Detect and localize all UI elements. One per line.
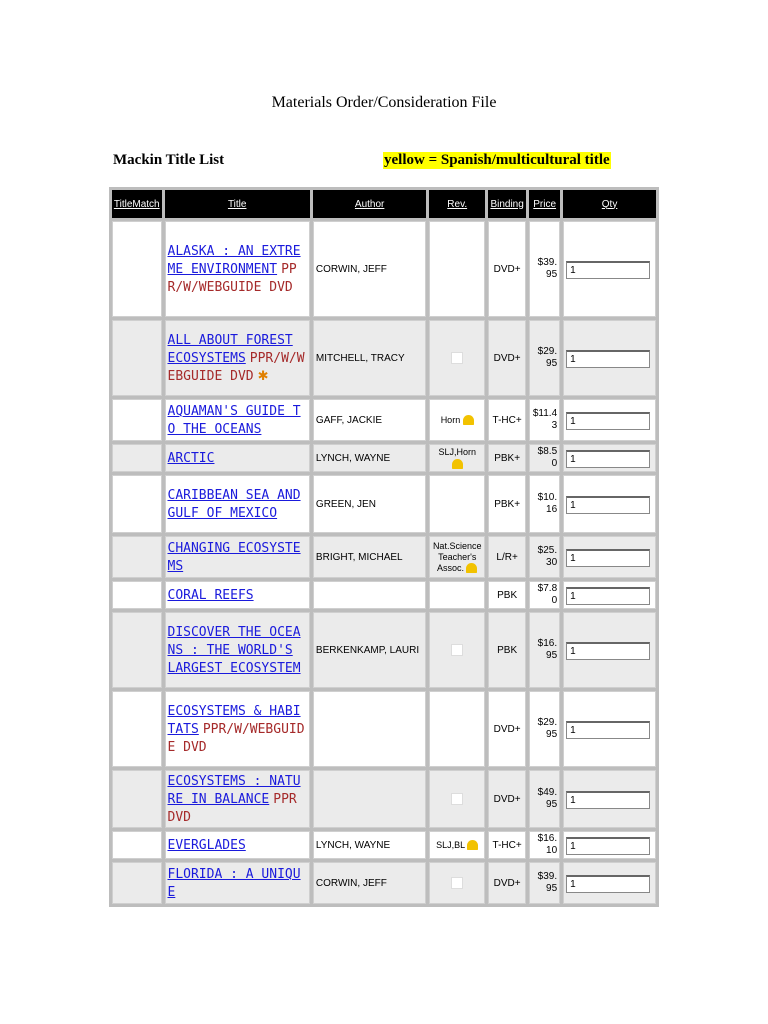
title-cell	[165, 320, 310, 396]
binding-cell: T-HC+	[488, 399, 526, 441]
star-icon: ✱	[257, 368, 269, 383]
author-cell: GREEN, JEN	[313, 475, 426, 533]
qty-cell	[563, 399, 656, 441]
title-cell	[165, 536, 310, 578]
binding-cell: DVD+	[488, 691, 526, 767]
binding-cell: DVD+	[488, 320, 526, 396]
review-cell	[429, 399, 485, 441]
binding-cell: PBK+	[488, 475, 526, 533]
list-name: Mackin Title List	[113, 152, 225, 168]
author-cell: LYNCH, WAYNE	[313, 831, 426, 859]
review-cell	[429, 770, 485, 828]
qty-input[interactable]	[566, 587, 650, 605]
qty-cell	[563, 831, 656, 859]
binding-cell: DVD+	[488, 862, 526, 904]
titlematch-cell	[112, 862, 162, 904]
table-row	[112, 399, 656, 441]
titlematch-cell	[112, 691, 162, 767]
titlematch-cell	[112, 221, 162, 317]
title-list-table	[109, 187, 659, 907]
qty-cell	[563, 536, 656, 578]
price-cell: $16.95	[529, 612, 560, 688]
qty-cell	[563, 475, 656, 533]
review-cell	[429, 831, 485, 859]
qty-cell	[563, 444, 656, 472]
review-text: SLJ,Horn	[438, 447, 476, 457]
title-cell	[165, 399, 310, 441]
title-cell	[165, 612, 310, 688]
author-cell: CORWIN, JEFF	[313, 862, 426, 904]
author-cell: LYNCH, WAYNE	[313, 444, 426, 472]
price-cell: $11.43	[529, 399, 560, 441]
title-cell	[165, 770, 310, 828]
titlematch-cell	[112, 536, 162, 578]
author-cell	[313, 770, 426, 828]
titlematch-cell	[112, 399, 162, 441]
price-cell: $16.10	[529, 831, 560, 859]
titlematch-cell	[112, 770, 162, 828]
qty-cell	[563, 581, 656, 609]
title-link[interactable]: ALL ABOUT FOREST ECOSYSTEMS	[167, 333, 293, 366]
table-row	[112, 475, 656, 533]
title-cell	[165, 691, 310, 767]
author-cell: GAFF, JACKIE	[313, 399, 426, 441]
review-cell	[429, 581, 485, 609]
price-cell: $29.95	[529, 691, 560, 767]
qty-input[interactable]	[566, 261, 650, 279]
binding-cell: PBK+	[488, 444, 526, 472]
table-row	[112, 831, 656, 859]
qty-cell	[563, 770, 656, 828]
qty-input[interactable]	[566, 721, 650, 739]
title-link[interactable]: AQUAMAN'S GUIDE TO THE OCEANS	[167, 404, 301, 437]
col-header-qty[interactable]: Qty	[563, 190, 656, 218]
col-header-price[interactable]: Price	[529, 190, 560, 218]
price-cell: $8.50	[529, 444, 560, 472]
table-row	[112, 691, 656, 767]
table-row	[112, 444, 656, 472]
col-header-rev: Rev.	[429, 190, 485, 218]
review-cell	[429, 444, 485, 472]
review-text: SLJ,BL	[436, 839, 465, 850]
review-cell	[429, 221, 485, 317]
title-note: PPR/W/WEBGUIDE DVD	[167, 722, 305, 755]
table-row	[112, 612, 656, 688]
blank-icon	[451, 793, 463, 805]
col-header-title[interactable]: Title	[165, 190, 310, 218]
table-header-row	[112, 190, 656, 218]
bell-icon	[452, 459, 463, 469]
price-cell: $7.80	[529, 581, 560, 609]
titlematch-cell	[112, 612, 162, 688]
bell-icon	[467, 840, 478, 850]
bell-icon	[466, 563, 477, 573]
table-row	[112, 581, 656, 609]
titlematch-cell	[112, 475, 162, 533]
qty-input[interactable]	[566, 642, 650, 660]
review-cell	[429, 862, 485, 904]
qty-input[interactable]	[566, 412, 650, 430]
blank-icon	[451, 877, 463, 889]
title-cell	[165, 221, 310, 317]
qty-cell	[563, 320, 656, 396]
title-link[interactable]: CHANGING ECOSYSTEMS	[167, 541, 301, 574]
title-cell	[165, 831, 310, 859]
col-header-binding[interactable]: Binding	[488, 190, 526, 218]
binding-cell: L/R+	[488, 536, 526, 578]
qty-input[interactable]	[566, 549, 650, 567]
review-text: Horn	[440, 414, 461, 425]
price-cell: $39.95	[529, 862, 560, 904]
page-title: Materials Order/Consideration File	[271, 94, 497, 111]
title-link[interactable]: CARIBBEAN SEA AND GULF OF MEXICO	[167, 488, 301, 521]
title-link[interactable]: CORAL REEFS	[167, 588, 254, 603]
price-cell: $10.16	[529, 475, 560, 533]
table-row	[112, 862, 656, 904]
table-row	[112, 770, 656, 828]
title-link[interactable]: ARCTIC	[167, 451, 215, 466]
binding-cell: T-HC+	[488, 831, 526, 859]
title-link[interactable]: DISCOVER THE OCEANS : THE WORLD'S LARGEST ECOSYSTEM	[167, 625, 301, 676]
review-cell	[429, 536, 485, 578]
table-row	[112, 221, 656, 317]
col-header-author[interactable]: Author	[313, 190, 426, 218]
review-cell	[429, 475, 485, 533]
titlematch-cell	[112, 444, 162, 472]
price-cell: $39.95	[529, 221, 560, 317]
price-cell: $29.95	[529, 320, 560, 396]
qty-input[interactable]	[566, 450, 650, 468]
qty-cell	[563, 221, 656, 317]
qty-input[interactable]	[566, 875, 650, 893]
qty-input[interactable]	[566, 350, 650, 368]
qty-input[interactable]	[566, 791, 650, 809]
title-cell	[165, 444, 310, 472]
binding-cell: PBK	[488, 581, 526, 609]
title-link[interactable]: ECOSYSTEMS : NATURE IN BALANCE	[167, 774, 301, 807]
title-note: PPR DVD	[167, 792, 297, 825]
review-text: Nat.Science Teacher's Assoc.	[432, 540, 482, 573]
blank-icon	[451, 352, 463, 364]
col-header-titlematch[interactable]: TitleMatch	[112, 190, 162, 218]
review-cell	[429, 612, 485, 688]
color-legend: yellow = Spanish/multicultural title	[384, 152, 610, 168]
price-cell: $49.95	[529, 770, 560, 828]
author-cell: BRIGHT, MICHAEL	[313, 536, 426, 578]
blank-icon	[451, 644, 463, 656]
title-link[interactable]: EVERGLADES	[167, 838, 246, 853]
title-link[interactable]: FLORIDA : A UNIQUE	[167, 867, 301, 900]
title-link[interactable]: ALASKA : AN EXTREME ENVIRONMENT	[167, 244, 301, 277]
title-link[interactable]: ECOSYSTEMS & HABITATS	[167, 704, 301, 737]
title-cell	[165, 581, 310, 609]
titlematch-cell	[112, 581, 162, 609]
qty-cell	[563, 612, 656, 688]
binding-cell: DVD+	[488, 770, 526, 828]
qty-cell	[563, 691, 656, 767]
title-note: PPR/W/WEBGUIDE DVD	[167, 262, 297, 295]
title-note: PPR/W/WEBGUIDE DVD	[167, 351, 305, 384]
title-cell	[165, 862, 310, 904]
author-cell	[313, 691, 426, 767]
author-cell	[313, 581, 426, 609]
binding-cell: DVD+	[488, 221, 526, 317]
qty-input[interactable]	[566, 496, 650, 514]
author-cell: MITCHELL, TRACY	[313, 320, 426, 396]
titlematch-cell	[112, 320, 162, 396]
price-cell: $25.30	[529, 536, 560, 578]
author-cell: CORWIN, JEFF	[313, 221, 426, 317]
author-cell: BERKENKAMP, LAURI	[313, 612, 426, 688]
titlematch-cell	[112, 831, 162, 859]
review-cell	[429, 691, 485, 767]
table-row	[112, 536, 656, 578]
title-cell	[165, 475, 310, 533]
binding-cell: PBK	[488, 612, 526, 688]
qty-input[interactable]	[566, 837, 650, 855]
review-cell	[429, 320, 485, 396]
table-row	[112, 320, 656, 396]
qty-cell	[563, 862, 656, 904]
bell-icon	[463, 415, 474, 425]
